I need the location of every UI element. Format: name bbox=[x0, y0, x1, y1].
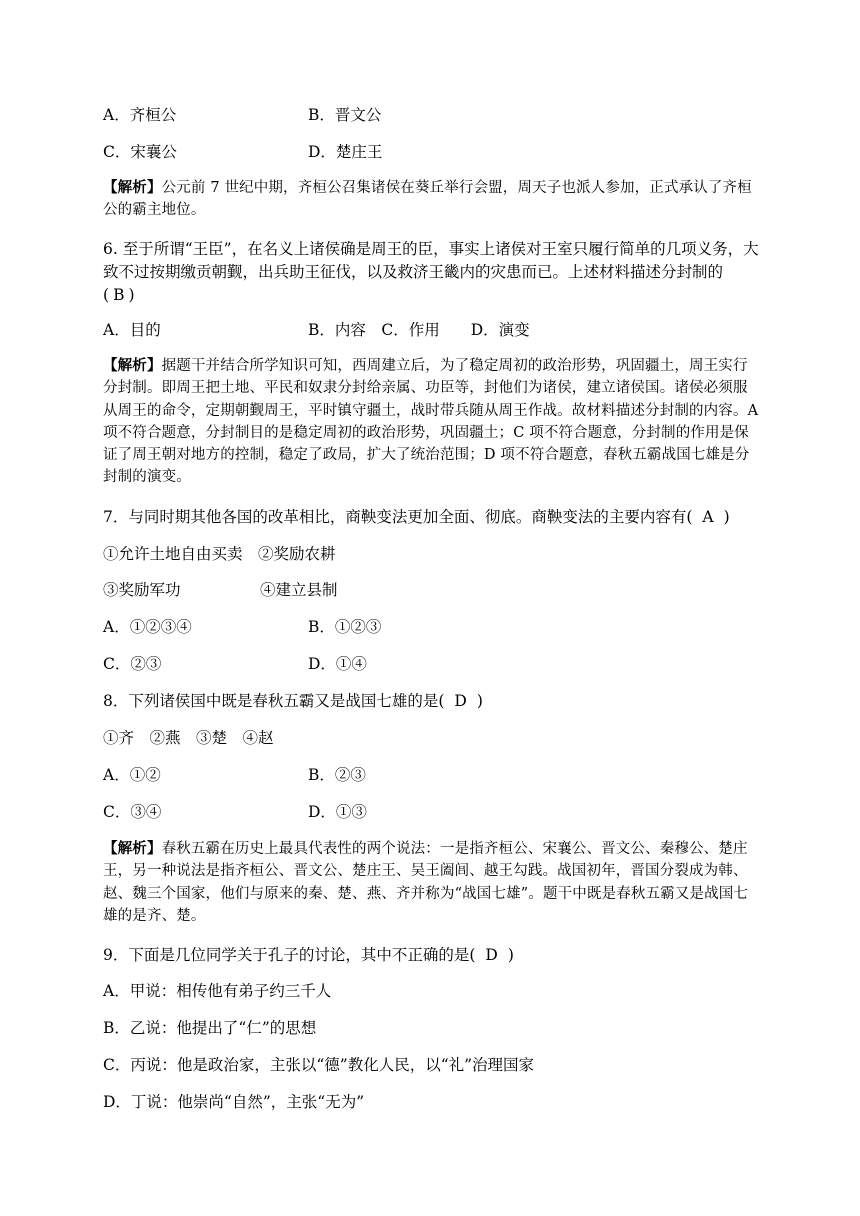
answer-letter: D bbox=[454, 692, 467, 710]
q7-items-row-2 bbox=[103, 580, 338, 600]
q7-option-a: A．①②③④ bbox=[103, 618, 192, 636]
q6-option-a: A．目的 bbox=[103, 321, 161, 339]
q8-option-d: D．①③ bbox=[308, 803, 367, 821]
q8-stem: 8．下列诸侯国中既是春秋五霸又是战国七雄的是( D ) bbox=[103, 692, 483, 710]
question-text: 9．下面是几位同学关于孔子的讨论，其中不正确的是( bbox=[103, 946, 476, 964]
q8-option-c: C．③④ bbox=[103, 803, 162, 821]
q9-option-d: D．丁说：他崇尚“自然”，主张“无为” bbox=[103, 1093, 365, 1111]
analysis-tag: 【解析】 bbox=[103, 179, 162, 196]
analysis-text: 春秋五霸在历史上最具代表性的两个说法：一是指齐桓公、宋襄公、晋文公、秦穆公、楚庄王，另一种说法是指齐桓公、晋文公、楚庄王、吴王阖闾、越王勾践。战国初年，晋国分裂成为韩、赵、魏三个国家，他们与原来的秦、楚、燕、齐并称为“战国七雄”。题干中既是春秋五霸又是战国七雄的是齐、楚。 bbox=[103, 841, 749, 924]
q7-items-row-1 bbox=[103, 544, 336, 564]
q7-option-b: B．①②③ bbox=[308, 618, 382, 636]
question-text: 7．与同时期其他各国的改革相比，商鞅变法更加全面、彻底。商鞅变法的主要内容有( bbox=[103, 508, 693, 526]
answer-letter: B bbox=[113, 286, 125, 304]
q7-items-1-2: ①允许土地自由买卖 ②奖励农耕 bbox=[103, 545, 336, 563]
question-text: 8．下列诸侯国中既是春秋五霸又是战国七雄的是( bbox=[103, 692, 445, 710]
q7-option-c: C．②③ bbox=[103, 655, 162, 673]
q6-options bbox=[103, 320, 530, 340]
q7-item-4: ④建立县制 bbox=[260, 581, 338, 599]
q5-analysis bbox=[103, 177, 759, 222]
q5-option-row-1 bbox=[103, 105, 382, 125]
analysis-tag: 【解析】 bbox=[103, 357, 162, 374]
q5-option-d: D．楚庄王 bbox=[308, 143, 383, 161]
q9-stem: 9．下面是几位同学关于孔子的讨论，其中不正确的是( D ) bbox=[103, 946, 514, 964]
q9-option-b: B．乙说：他提出了“仁”的思想 bbox=[103, 1019, 317, 1037]
q9-option-c: C．丙说：他是政治家，主张以“德”教化人民，以“礼”治理国家 bbox=[103, 1056, 535, 1074]
q7-item-3: ③奖励军功 bbox=[103, 581, 181, 599]
q8-option-row-2 bbox=[103, 802, 367, 822]
q8-item-list: ①齐 ②燕 ③楚 ④赵 bbox=[103, 729, 274, 747]
q8-option-row-1 bbox=[103, 765, 366, 785]
analysis-text: 公元前 7 世纪中期，齐桓公召集诸侯在葵丘举行会盟，周天子也派人参加，正式承认了齐桓公的霸主地位。 bbox=[103, 180, 752, 219]
q5-option-row-2 bbox=[103, 142, 383, 162]
q7-stem: 7．与同时期其他各国的改革相比，商鞅变法更加全面、彻底。商鞅变法的主要内容有( A ) bbox=[103, 508, 730, 526]
q7-option-d: D．①④ bbox=[308, 655, 367, 673]
q8-option-b: B．②③ bbox=[308, 766, 366, 784]
analysis-text: 据题干并结合所学知识可知，西周建立后，为了稳定周初的政治形势，巩固疆土，周王实行分封制。即周王把土地、平民和奴隶分封给亲属、功臣等，封他们为诸侯，建立诸侯国。诸侯必须服从周王的命令，定期朝觐周王，平时镇守疆土，战时带兵随从周王作战。故材料描述分封制的内容。A 项不符合题意，分封制目的是稳定周初的政治形势，巩固疆土；C 项不符合题意，分封制的作用是保证了周王朝对地方的控制，稳定了政局，扩大了统治范围；D 项不符合题意，春秋五霸战国七雄是分封制的演变。 bbox=[103, 358, 759, 486]
answer-letter: A bbox=[702, 508, 714, 526]
q6-option-bcd: B．内容 C．作用 D．演变 bbox=[308, 321, 530, 339]
q5-option-c: C．宋襄公 bbox=[103, 143, 177, 161]
q6-stem: 6. 至于所谓“王臣”，在名义上诸侯确是周王的臣，事实上诸侯对王室只履行简单的几项义务，大致不过按期缴贡朝觐，出兵助王征伐，以及救济王畿内的灾患而已。上述材料描述分封制的 ( B ) bbox=[103, 240, 759, 304]
q7-option-row-1 bbox=[103, 617, 382, 637]
analysis-tag: 【解析】 bbox=[103, 840, 162, 857]
q7-option-row-2 bbox=[103, 654, 367, 674]
answer-letter: D bbox=[485, 946, 498, 964]
question-text: 6. 至于所谓“王臣”，在名义上诸侯确是周王的臣，事实上诸侯对王室只履行简单的几项义务，大致不过按期缴贡朝觐，出兵助王征伐，以及救济王畿内的灾患而已。上述材料描述分封制的 bbox=[103, 240, 759, 281]
q5-option-b: B．晋文公 bbox=[308, 106, 382, 124]
q9-option-a: A．甲说：相传他有弟子约三千人 bbox=[103, 982, 332, 1000]
q8-option-a: A．①② bbox=[103, 766, 161, 784]
q6-analysis bbox=[103, 355, 759, 489]
q8-items bbox=[103, 728, 274, 748]
q5-option-a: A．齐桓公 bbox=[103, 106, 177, 124]
q8-analysis bbox=[103, 838, 759, 927]
